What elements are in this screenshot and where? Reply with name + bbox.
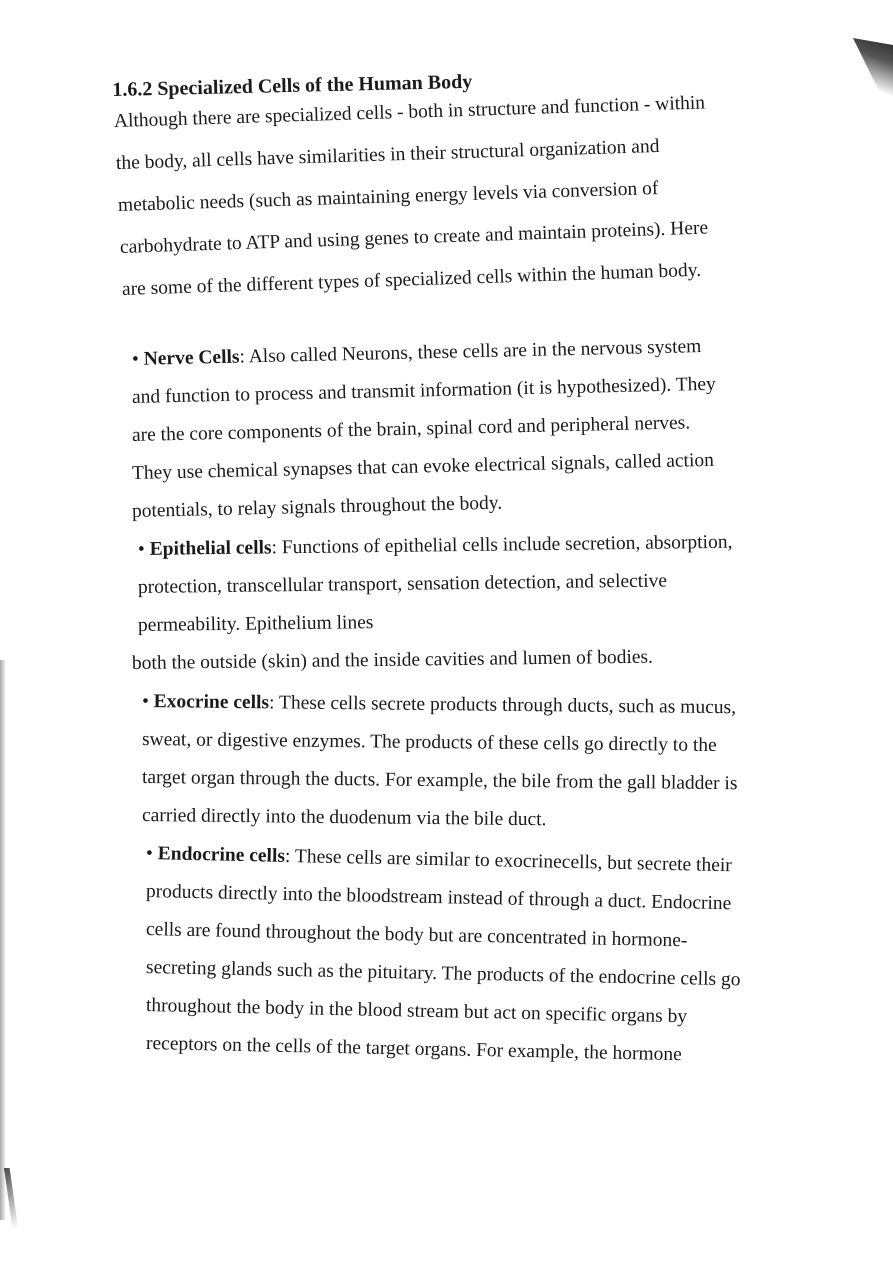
- list-item-line: receptors on the cells of the target organs. For example, the hormone: [145, 1033, 683, 1066]
- list-item-endocrine-cells: [128, 842, 848, 1066]
- list-item-line: both the outside (skin) and the inside cavities and lumen of bodies.: [131, 646, 654, 674]
- intro-line: metabolic needs (such as maintaining energy levels via conversion of: [117, 178, 659, 216]
- list-item-epithelial-cells: [128, 531, 848, 676]
- list-item-text: : Functions of epithelial cells include secretion, absorption,: [271, 531, 733, 559]
- intro-line: carbohydrate to ATP and using genes to create and maintain proteins). Here: [119, 217, 709, 258]
- list-item-line: are the core components of the brain, spinal cord and peripheral nerves.: [131, 412, 691, 446]
- bullet-glyph: •: [145, 843, 154, 865]
- list-item-line: and function to process and transmit information (it is hypothesized). They: [131, 373, 717, 408]
- scan-mark-bottom-left: [4, 1168, 18, 1228]
- bullet-glyph: •: [141, 691, 149, 713]
- list-item-line: carried directly into the duodenum via the bile duct.: [141, 805, 547, 831]
- list-item-line: permeability. Epithelium lines: [137, 612, 374, 636]
- list-item-line: throughout the body in the blood stream but act on specific organs by: [145, 995, 688, 1028]
- term-endocrine-cells: Endocrine cells: [157, 843, 286, 867]
- list-item-line: potentials, to relay signals throughout the body.: [131, 492, 503, 522]
- bullet-glyph: •: [131, 348, 140, 370]
- list-item-text: : These cells secrete products through ducts, such as mucus,: [268, 692, 737, 719]
- list-item-line: [132, 332, 848, 372]
- intro-line: Although there are specialized cells - both in structure and function - within: [113, 92, 706, 132]
- list-item-text: : Also called Neurons, these cells are in the nervous system: [239, 336, 702, 368]
- term-epithelial-cells: Epithelial cells: [149, 537, 272, 560]
- list-item-nerve-cells: [128, 336, 848, 524]
- list-item-line: target organ through the ducts. For example, the bile from the gall bladder is: [141, 767, 738, 795]
- term-exocrine-cells: Exocrine cells: [153, 691, 270, 714]
- list-item-line: products directly into the bloodstream instead of through a duct. Endocrine: [145, 881, 732, 915]
- intro-paragraph: [108, 92, 850, 302]
- list-item-line: sweat, or digestive enzymes. The products of these cells go directly to the: [141, 729, 717, 757]
- list-item-exocrine-cells: [128, 690, 848, 831]
- list-item-line: They use chemical synapses that can evoke electrical signals, called action: [131, 449, 715, 484]
- list-item-line: secreting glands such as the pituitary. The products of the endocrine cells go: [145, 957, 741, 991]
- list-item-line: [142, 690, 848, 721]
- list-item-line: [146, 842, 848, 881]
- document-page: [108, 70, 850, 1066]
- scan-shadow-left-edge: [0, 660, 6, 1220]
- list-item-line: cells are found throughout the body but are concentrated in hormone-: [145, 919, 688, 952]
- scan-shadow-corner: [853, 38, 893, 108]
- bullet-glyph: •: [137, 538, 145, 560]
- intro-line: are some of the different types of specialized cells within the human body.: [121, 259, 702, 300]
- list-item-text: : These cells are similar to exocrinecells, but secrete their: [284, 845, 732, 877]
- cell-type-list: [128, 336, 848, 1070]
- term-nerve-cells: Nerve Cells: [143, 346, 240, 370]
- list-item-line: protection, transcellular transport, sensation detection, and selective: [137, 570, 668, 598]
- section-heading: 1.6.2 Specialized Cells of the Human Body: [112, 70, 473, 101]
- list-item-line: [138, 529, 848, 562]
- intro-line: the body, all cells have similarities in their structural organization and: [115, 135, 660, 174]
